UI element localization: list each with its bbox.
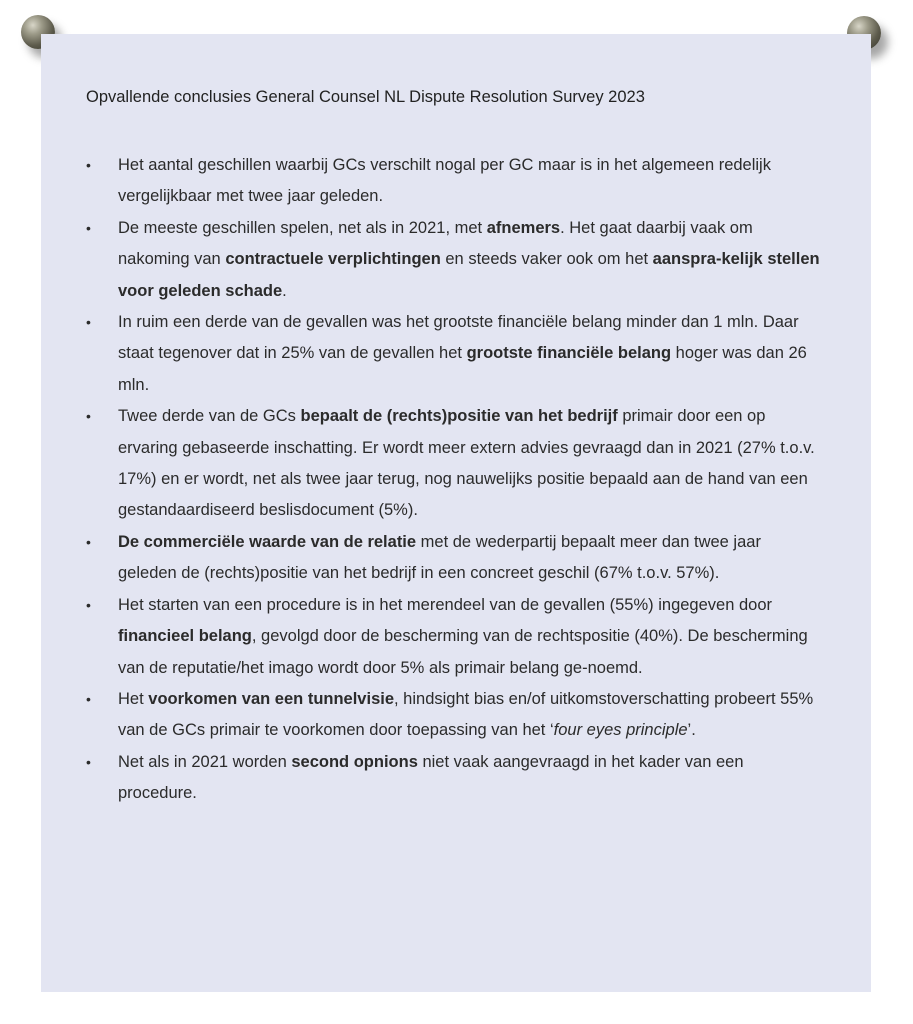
text: niet vaak aangevraagd in het kader van een procedure. <box>118 752 744 803</box>
bold-text: voorkomen van een tunnelvisie <box>148 689 395 708</box>
text: met de wederpartij bepaalt meer dan twee jaar geleden de (rechts)positie van het bedrijf in een concreet geschil (67% t.o.v. 57%). <box>118 532 761 583</box>
text: , hindsight bias en/of uitkomstoverschatting probeert 55% van de GCs primair te voorkomen door toepassing van het ‘ <box>118 689 814 740</box>
text: primair door een op ervaring gebaseerde inschatting. Er wordt meer extern advies gevraagd dan in 2021 (27% t.o.v. 17%) en er wordt, net als twee jaar terug, nog nauwelijks positie bepaald aan de hand van een gestandaardiseerd beslisdocument (5%). <box>118 407 815 520</box>
bold-text: grootste financiële belang <box>466 344 672 363</box>
bullet-icon: • <box>86 596 91 613</box>
text: Twee derde van de GCs <box>118 407 301 426</box>
bold-text: aanspra-kelijk stellen voor geleden schade <box>118 250 820 300</box>
list-item <box>86 747 821 810</box>
bullet-icon: • <box>86 408 91 425</box>
bold-text: afnemers <box>486 218 561 237</box>
list-item <box>86 684 821 747</box>
bold-text: second opnions <box>291 752 418 771</box>
text: De meeste geschillen spelen, net als in 2021, met <box>118 218 487 237</box>
bullet-icon: • <box>86 314 91 331</box>
bullet-icon: • <box>86 533 91 550</box>
bullet-icon: • <box>86 219 91 236</box>
bold-text: De commerciële waarde van de relatie <box>118 532 417 551</box>
text: , gevolgd door de bescherming van de rechtspositie (40%). De bescherming van de reputatie/het imago wordt door 5% als primair belang ge-noemd. <box>118 627 808 677</box>
italic-text: four eyes principle <box>553 721 688 740</box>
text: Net als in 2021 worden <box>118 752 292 771</box>
bold-text: bepaalt de (rechts)positie van het bedrijf <box>300 407 618 426</box>
conclusions-list <box>86 150 821 810</box>
text: hoger was dan 26 mln. <box>118 344 807 394</box>
bold-text: contractuele verplichtingen <box>225 250 441 269</box>
bullet-icon: • <box>86 753 91 770</box>
text: Het starten van een procedure is in het merendeel van de gevallen (55%) ingegeven door <box>118 595 772 614</box>
text: Het aantal geschillen waarbij GCs verschilt nogal per GC maar is in het algemeen redelijk vergelijkbaar met twee jaar geleden. <box>118 156 771 206</box>
list-item <box>86 213 821 307</box>
list-item <box>86 527 821 590</box>
list-item <box>86 590 821 684</box>
text: ’. <box>687 721 696 740</box>
bullet-icon: • <box>86 690 91 707</box>
bullet-icon: • <box>86 157 91 173</box>
text: . <box>282 281 287 300</box>
bold-text: financieel belang <box>118 627 252 646</box>
page-title: Opvallende conclusies General Counsel NL Dispute Resolution Survey 2023 <box>86 88 645 106</box>
text: In ruim een derde van de gevallen was het grootste financiële belang minder dan 1 mln. Daar staat tegenover dat in 25% van de gevallen het <box>118 313 799 363</box>
list-item <box>86 307 821 401</box>
text: Het <box>118 689 149 708</box>
text: . Het gaat daarbij vaak om nakoming van <box>118 218 753 269</box>
list-item <box>86 150 821 213</box>
list-item <box>86 401 821 527</box>
text: en steeds vaker ook om het <box>440 250 653 269</box>
